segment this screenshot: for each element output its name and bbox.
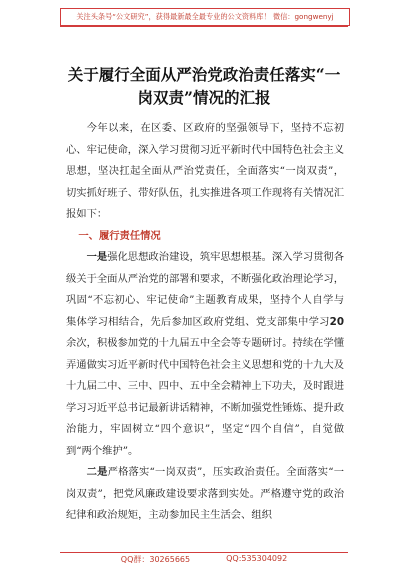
footer-divider (60, 552, 348, 553)
paragraph-1 (66, 247, 344, 462)
header-banner (60, 8, 350, 26)
footer-qq: QQ:535304092 (226, 554, 288, 563)
section-heading: 一、履行责任情况 (78, 229, 161, 242)
title-line-1: 关于履行全面从严治党政治责任落实“一 (67, 65, 341, 84)
intro-paragraph: 今年以来，在区委、区政府的坚强领导下，坚持不忘初心、牢记使命，深入学习贯彻习近平新时代中国特色社会主义思想，坚决扛起全面从严治党责任，全面落实“一岗双责”，切实抓好班子、带好队伍，扎实推进各项工作现将有关情况汇报如下： (66, 122, 345, 220)
paragraph-1-number: 20 (329, 315, 344, 328)
paragraph-2-text: 严格落实“一岗双责”，压实政治责任。全面落实“一岗双责”，把党风廉政建设要求落到实处。严格遵守党的政治纪律和政治规矩，主动参加民主生活会、组织 (66, 466, 345, 521)
paragraph-2-lead: 二是 (86, 466, 108, 478)
paragraph-1-text-a: 强化思想政治建设，筑牢思想根基。深入学习贯彻各级关于全面从严治党的部署和要求，不断强化政治理论学习，巩固“不忘初心、牢记使命”主题教育成果，坚持个人自学与集体学习相结合，先后参加区政府党组、党支部集中学习 (66, 251, 345, 328)
paragraph-2 (66, 462, 344, 527)
paragraph-1-lead: 一是 (86, 251, 108, 263)
footer (60, 554, 348, 568)
paragraph-1-text-b: 余次，积极参加党的十九届五中全会等专题研讨。持续在学懂弄通做实习近平新时代中国特色社会主义思想和党的十九大及十九届二中、三中、四中、五中全会精神上下功夫，及时跟进学习习近平总书记最新讲话精神，不断加强党性锤炼、提升政治能力，牢固树立“四个意识”，坚定“四个自信”，自觉做到“两个维护”。 (66, 337, 345, 457)
title-line-2: 岗双责”情况的汇报 (137, 88, 271, 107)
document-body (66, 118, 344, 527)
header-divider (60, 26, 348, 27)
footer-qq-group: QQ群：30265665 (120, 555, 191, 564)
document-title (56, 63, 352, 109)
header-banner-text: 关注头条号“公文研究”，获得最新最全最专业的公文资料库！ 微信：gongwenyj (76, 12, 334, 21)
